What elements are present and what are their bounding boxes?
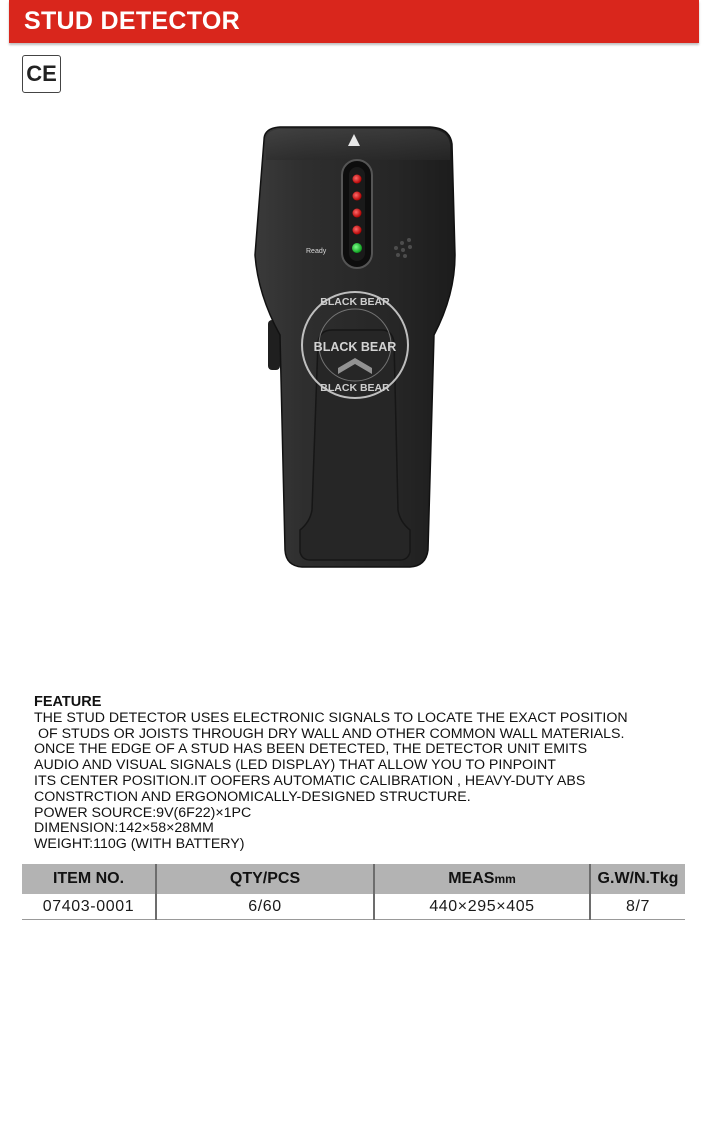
feature-line: OF STUDS OR JOISTS THROUGH DRY WALL AND OTHER COMMON WALL MATERIALS.	[34, 725, 625, 742]
header-weight: G.W/N.Tkg	[590, 864, 685, 894]
led-red-icon	[353, 226, 362, 235]
table-row	[22, 894, 685, 920]
header-item-no: ITEM NO.	[22, 864, 156, 894]
brand-bottom-text: BLACK BEAR	[320, 382, 390, 394]
cell-qty: 6/60	[156, 894, 374, 920]
ce-mark-badge: CE	[22, 55, 61, 93]
brand-watermark	[302, 292, 408, 398]
feature-line: ONCE THE EDGE OF A STUD HAS BEEN DETECTED, THE DETECTOR UNIT EMITS	[34, 741, 588, 758]
feature-line: DIMENSION:142×58×28MM	[34, 820, 214, 837]
table-header-row	[22, 864, 685, 894]
header-meas-label: MEAS	[448, 870, 495, 887]
ready-label: Ready	[306, 248, 327, 255]
battery-door	[300, 330, 410, 560]
feature-line: CONSTRCTION AND ERGONOMICALLY-DESIGNED STRUCTURE.	[34, 788, 471, 805]
feature-line: THE STUD DETECTOR USES ELECTRONIC SIGNALS TO LOCATE THE EXACT POSITION	[34, 709, 628, 726]
header-qty: QTY/PCS	[156, 864, 374, 894]
cell-meas: 440×295×405	[374, 894, 590, 920]
cell-weight: 8/7	[590, 894, 685, 920]
header-meas-unit: mm	[494, 872, 516, 886]
feature-line: WEIGHT:110G (WITH BATTERY)	[34, 836, 245, 853]
title-bar	[9, 0, 699, 43]
stud-detector-image	[250, 120, 460, 572]
spec-table	[22, 864, 685, 920]
feature-line: ITS CENTER POSITION.IT OOFERS AUTOMATIC CALIBRATION , HEAVY-DUTY ABS	[34, 772, 586, 789]
feature-line: AUDIO AND VISUAL SIGNALS (LED DISPLAY) THAT ALLOW YOU TO PINPOINT	[34, 757, 556, 774]
feature-section	[34, 695, 694, 853]
led-red-icon	[353, 192, 362, 201]
cell-item-no: 07403-0001	[22, 894, 156, 920]
brand-center-text: BLACK BEAR	[313, 340, 397, 354]
header-meas	[374, 864, 590, 894]
led-red-icon	[353, 175, 362, 184]
led-red-icon	[353, 209, 362, 218]
brand-top-text: BLACK BEAR	[320, 296, 390, 308]
feature-line: POWER SOURCE:9V(6F22)×1PC	[34, 804, 252, 821]
led-green-icon	[352, 243, 362, 253]
feature-heading: FEATURE	[34, 694, 102, 710]
page-title: STUD DETECTOR	[24, 7, 240, 35]
